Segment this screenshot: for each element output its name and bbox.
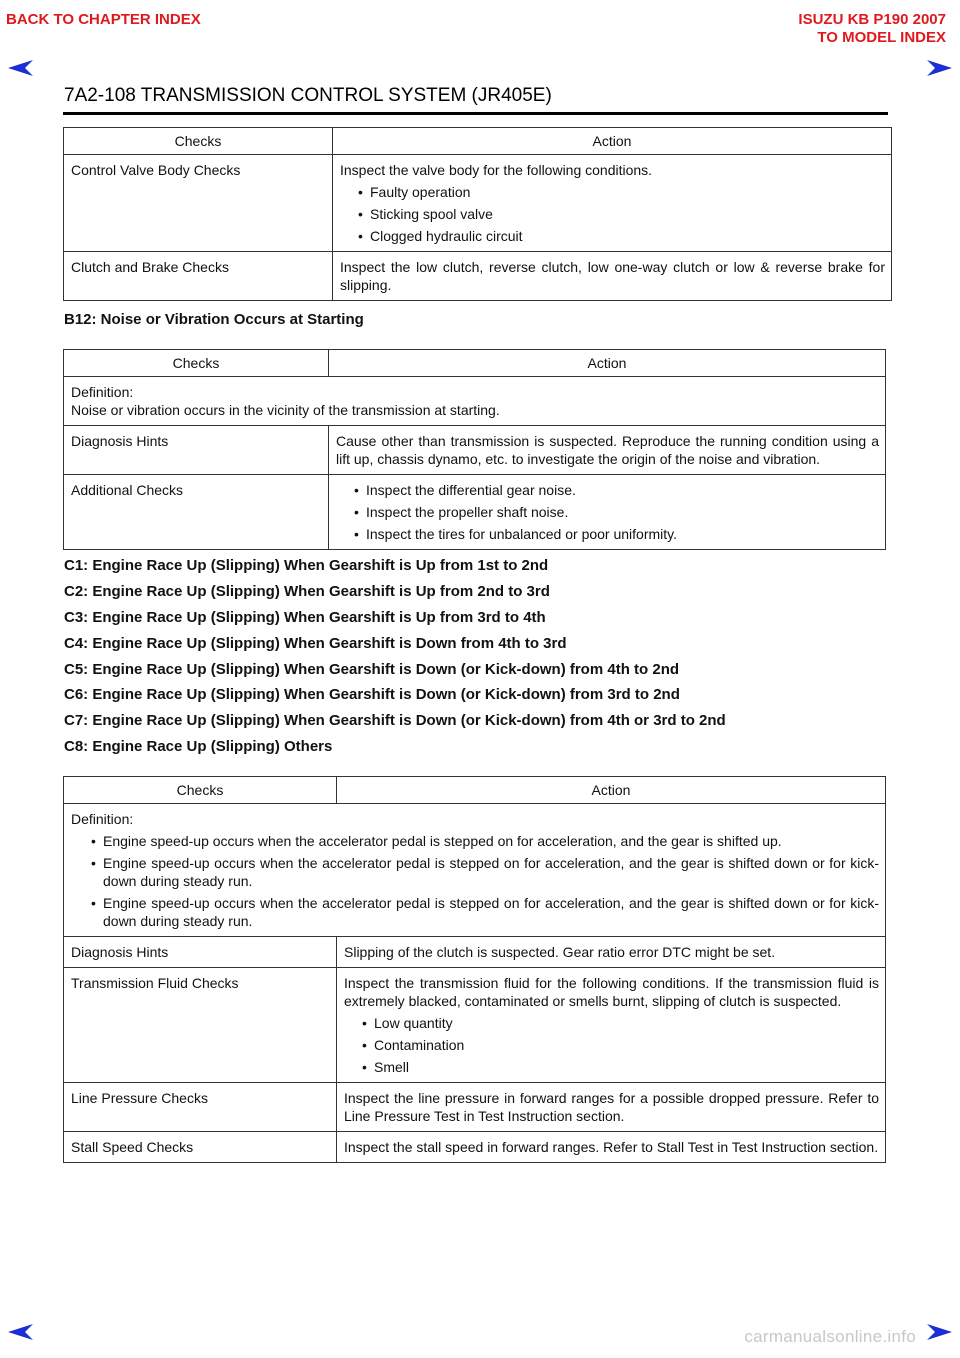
table-row [64, 252, 892, 301]
column-header-action: Action [333, 128, 892, 155]
action-cell: Cause other than transmission is suspected. Reproduce the running condition using a lift up, chassis dynamo, etc. to investigate the origin of the noise and vibration. [329, 426, 886, 475]
list-item: • Contamination [374, 1036, 879, 1054]
definition-cell [64, 377, 886, 426]
table-row [64, 1132, 886, 1163]
b12-checks-table [63, 349, 886, 550]
c1-section-title: C1: Engine Race Up (Slipping) When Gearshift is Up from 1st to 2nd [64, 557, 549, 574]
list-item: • Engine speed-up occurs when the accelerator pedal is stepped on for acceleration, and the gear is shifted up. [103, 832, 879, 850]
watermark: carmanualsonline.info [744, 1327, 916, 1346]
list-item: • Faulty operation [370, 183, 885, 201]
definition-list [71, 832, 879, 930]
table-row [64, 475, 886, 550]
column-header-checks: Checks [64, 128, 333, 155]
valve-clutch-checks-table [63, 127, 892, 301]
condition-list [344, 1014, 879, 1076]
condition-list [340, 183, 885, 245]
next-page-arrow-bottom-icon[interactable] [926, 1324, 952, 1340]
list-item: • Inspect the tires for unbalanced or poor uniformity. [366, 525, 879, 543]
definition-label: Definition: [71, 811, 134, 827]
previous-page-arrow-bottom-icon[interactable] [8, 1324, 34, 1340]
table-row [64, 937, 886, 968]
c5-section-title: C5: Engine Race Up (Slipping) When Gearshift is Down (or Kick-down) from 4th to 2nd [64, 661, 680, 678]
check-cell: Stall Speed Checks [64, 1132, 337, 1163]
c6-section-title: C6: Engine Race Up (Slipping) When Gearshift is Down (or Kick-down) from 3rd to 2nd [64, 686, 680, 703]
action-text: Inspect the transmission fluid for the following conditions. If the transmission fluid is extremely blacked, contaminated or smells burnt, slipping of clutch is suspected. [344, 975, 879, 1009]
model-label[interactable]: ISUZU KB P190 2007 [798, 11, 946, 28]
check-cell: Additional Checks [64, 475, 329, 550]
b12-section-title: B12: Noise or Vibration Occurs at Starting [64, 311, 364, 328]
list-item: • Engine speed-up occurs when the accelerator pedal is stepped on for acceleration, and the gear is shifted down or for kick-down during steady run. [103, 854, 879, 890]
column-header-action: Action [329, 350, 886, 377]
check-cell: Line Pressure Checks [64, 1083, 337, 1132]
list-item: • Clogged hydraulic circuit [370, 227, 885, 245]
action-cell [337, 968, 886, 1083]
column-header-checks: Checks [64, 777, 337, 804]
list-item: • Smell [374, 1058, 879, 1076]
check-cell: Transmission Fluid Checks [64, 968, 337, 1083]
definition-cell [64, 804, 886, 937]
c7-section-title: C7: Engine Race Up (Slipping) When Gearshift is Down (or Kick-down) from 4th or 3rd to 2nd [64, 712, 726, 729]
definition-text: Noise or vibration occurs in the vicinity of the transmission at starting. [71, 402, 500, 418]
table-row [64, 426, 886, 475]
action-cell [329, 475, 886, 550]
list-item: • Engine speed-up occurs when the accelerator pedal is stepped on for acceleration, and the gear is shifted down or for kick-down during steady run. [103, 894, 879, 930]
check-cell: Control Valve Body Checks [64, 155, 333, 252]
definition-row [64, 804, 886, 937]
definition-label: Definition: [71, 384, 134, 400]
action-cell: Inspect the line pressure in forward ranges for a possible dropped pressure. Refer to Line Pressure Test in Test Instruction section. [337, 1083, 886, 1132]
table-header-row [64, 128, 892, 155]
table-header-row [64, 777, 886, 804]
list-item: • Sticking spool valve [370, 205, 885, 223]
table-header-row [64, 350, 886, 377]
table-row [64, 968, 886, 1083]
list-item: • Inspect the differential gear noise. [366, 481, 879, 499]
previous-page-arrow-icon[interactable] [8, 60, 34, 76]
header-rule [63, 112, 888, 115]
c2-section-title: C2: Engine Race Up (Slipping) When Gearshift is Up from 2nd to 3rd [64, 583, 550, 600]
action-cell: Slipping of the clutch is suspected. Gear ratio error DTC might be set. [337, 937, 886, 968]
definition-row [64, 377, 886, 426]
column-header-action: Action [337, 777, 886, 804]
list-item: • Inspect the propeller shaft noise. [366, 503, 879, 521]
page-title: 7A2-108 TRANSMISSION CONTROL SYSTEM (JR405E) [64, 85, 552, 106]
to-model-index-link[interactable]: TO MODEL INDEX [817, 29, 946, 46]
c3-section-title: C3: Engine Race Up (Slipping) When Gearshift is Up from 3rd to 4th [64, 609, 546, 626]
column-header-checks: Checks [64, 350, 329, 377]
check-cell: Diagnosis Hints [64, 937, 337, 968]
check-cell: Diagnosis Hints [64, 426, 329, 475]
list-item: • Low quantity [374, 1014, 879, 1032]
next-page-arrow-icon[interactable] [926, 60, 952, 76]
action-cell: Inspect the low clutch, reverse clutch, low one-way clutch or low & reverse brake for slipping. [333, 252, 892, 301]
action-text: Inspect the valve body for the following conditions. [340, 162, 653, 178]
table-row [64, 1083, 886, 1132]
action-cell: Inspect the stall speed in forward ranges. Refer to Stall Test in Test Instruction section. [337, 1132, 886, 1163]
c8-section-title: C8: Engine Race Up (Slipping) Others [64, 738, 333, 755]
check-cell: Clutch and Brake Checks [64, 252, 333, 301]
action-cell [333, 155, 892, 252]
engine-race-up-checks-table [63, 776, 886, 1163]
back-to-chapter-index-link[interactable]: BACK TO CHAPTER INDEX [6, 11, 201, 28]
check-list [336, 481, 879, 543]
table-row [64, 155, 892, 252]
model-index-block[interactable] [798, 11, 946, 47]
c4-section-title: C4: Engine Race Up (Slipping) When Gearshift is Down from 4th to 3rd [64, 635, 567, 652]
